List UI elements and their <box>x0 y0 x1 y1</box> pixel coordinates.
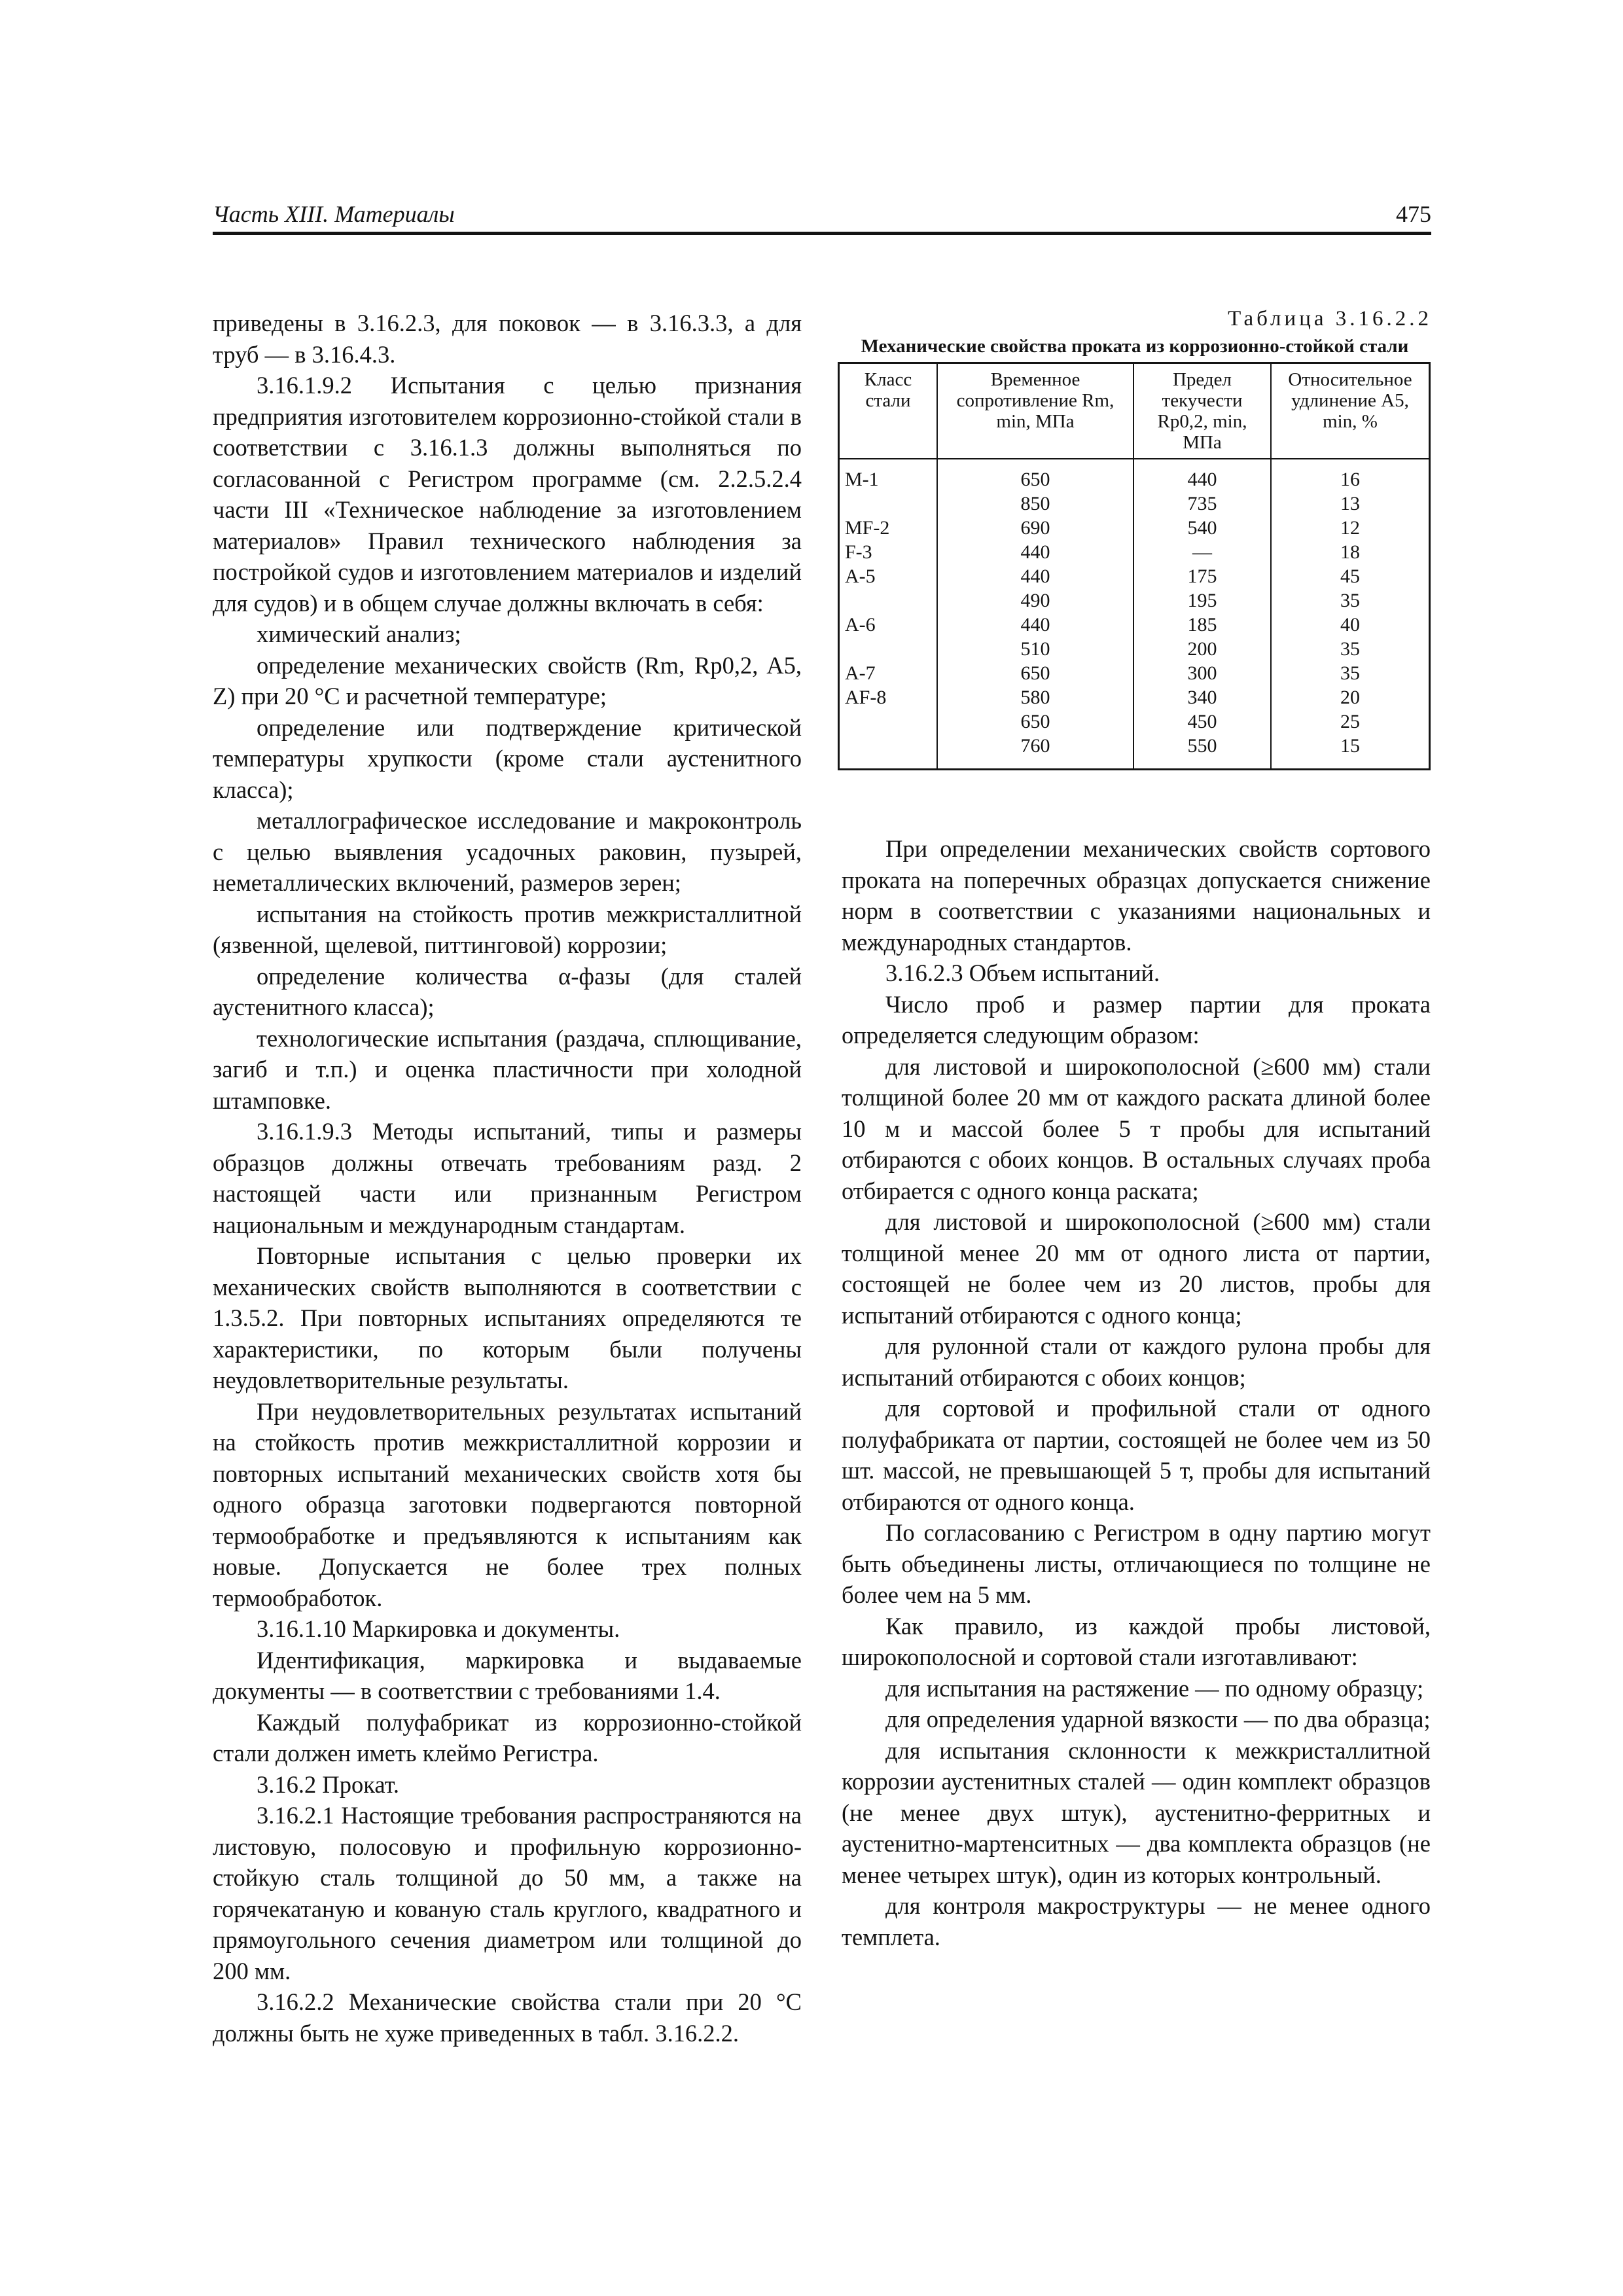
column-header: Предел текучести Rp0,2, min, МПа <box>1133 363 1271 459</box>
table-cell: 440 <box>1133 459 1271 492</box>
table-cell: A-7 <box>839 661 938 685</box>
table-cell: 185 <box>1133 613 1271 637</box>
list-item: для испытания на растяжение — по одному образцу; <box>885 1674 1424 1702</box>
table-cell: 340 <box>1133 685 1271 709</box>
table-cell: A-6 <box>839 613 938 637</box>
table-cell: 175 <box>1133 564 1271 588</box>
paragraph: Каждый полуфабрикат из коррозионно-стойкой стали должен иметь клеймо Регистра. <box>213 1708 802 1767</box>
table-cell: 20 <box>1271 685 1430 709</box>
paragraph: По согласованию с Регистром в одну партию могут быть объединены листы, отличающиеся по толщине не более чем на 5 мм. <box>842 1519 1431 1608</box>
table-cell: 690 <box>937 516 1133 540</box>
table-title: Механические свойства проката из коррозионно-стойкой стали <box>861 336 1409 357</box>
table-cell: 12 <box>1271 516 1430 540</box>
table-cell: 650 <box>937 661 1133 685</box>
table-cell <box>839 492 938 516</box>
paragraph: При неудовлетворительных результатах испытаний на стойкость против межкристаллитной коррозии и повторных испытаний механических свойств хотя бы одного образца заготовки подвергаются повторной термообработке и предъявляются к испытаниям как новые. Допускается не более трех полных термообработок. <box>213 1397 802 1611</box>
table-row <box>839 637 1430 661</box>
table-row <box>839 492 1430 516</box>
table-body <box>839 459 1430 770</box>
table-cell: 440 <box>937 564 1133 588</box>
table-cell: 35 <box>1271 637 1430 661</box>
paragraph: Число проб и размер партии для проката определяется следующим образом: <box>842 990 1431 1049</box>
table-cell: 650 <box>937 459 1133 492</box>
section-heading: 3.16.1.10 Маркировка и документы. <box>257 1615 620 1642</box>
left-column <box>213 308 802 2049</box>
table-cell: 540 <box>1133 516 1271 540</box>
table-cell: 16 <box>1271 459 1430 492</box>
section-title: Часть XIII. Материалы <box>213 201 455 227</box>
table-number: Таблица 3.16.2.2 <box>1228 307 1432 331</box>
table-cell <box>839 637 938 661</box>
table-row <box>839 709 1430 734</box>
list-item: металлографическое исследование и макроконтроль с целью выявления усадочных раковин, пузырей, неметаллических включений, размеров зерен; <box>213 807 802 896</box>
table-cell: 35 <box>1271 588 1430 613</box>
table-cell: — <box>1133 540 1271 564</box>
column-header: Временное сопротивление Rm, min, МПа <box>937 363 1133 459</box>
table-cell: 450 <box>1133 709 1271 734</box>
table-row <box>839 564 1430 588</box>
table-row <box>839 516 1430 540</box>
table-cell: 25 <box>1271 709 1430 734</box>
table-row <box>839 734 1430 770</box>
table-cell: F-3 <box>839 540 938 564</box>
table-cell: 490 <box>937 588 1133 613</box>
right-column <box>842 833 1431 1952</box>
list-item: определение количества α-фазы (для сталей аустенитного класса); <box>213 962 802 1020</box>
table-cell: 735 <box>1133 492 1271 516</box>
section-heading: 3.16.2.3 Объем испытаний. <box>885 960 1160 986</box>
table-block <box>838 304 1432 770</box>
table-cell: 440 <box>937 540 1133 564</box>
table-cell: 580 <box>937 685 1133 709</box>
table-cell: 650 <box>937 709 1133 734</box>
mechanical-properties-table <box>838 362 1431 770</box>
table-cell: 510 <box>937 637 1133 661</box>
table-cell: 300 <box>1133 661 1271 685</box>
table-cell: AF-8 <box>839 685 938 709</box>
paragraph: Повторные испытания с целью проверки их механических свойств выполняются в соответствии с 1.3.5.2. При повторных испытаниях определяются те характеристики, по которым были получены неудовлетворительные результаты. <box>213 1242 802 1393</box>
paragraph: 3.16.1.9.3 Методы испытаний, типы и размеры образцов должны отвечать требованиям разд. 2 настоящей части или признанным Регистром национальным и международным стандартам. <box>213 1118 802 1238</box>
list-item: для испытания склонности к межкристаллитной коррозии аустенитных сталей — один комплект образцов (не менее двух штук), аустенитно-ферритных и аустенитно-мартенситных — два комплекта образцов (не менее четырех штук), один из которых контрольный. <box>842 1736 1431 1888</box>
table-cell: A-5 <box>839 564 938 588</box>
list-item: для контроля макроструктуры — не менее одного темплета. <box>842 1892 1431 1950</box>
table-cell: 550 <box>1133 734 1271 770</box>
table-row <box>839 685 1430 709</box>
list-item: испытания на стойкость против межкристаллитной (язвенной, щелевой, питтинговой) коррозии; <box>213 900 802 958</box>
table-cell: 850 <box>937 492 1133 516</box>
table-row <box>839 540 1430 564</box>
table-cell: 440 <box>937 613 1133 637</box>
column-header: Относительное удлинение A5, min, % <box>1271 363 1430 459</box>
table-row <box>839 613 1430 637</box>
table-row <box>839 661 1430 685</box>
table-cell: 200 <box>1133 637 1271 661</box>
paragraph: Как правило, из каждой пробы листовой, широкополосной и сортовой стали изготавливают: <box>842 1612 1431 1670</box>
paragraph: При определении механических свойств сортового проката на поперечных образцах допускается снижение норм в соответствии с указаниями национальных и международных стандартов. <box>842 835 1431 956</box>
table-cell: 35 <box>1271 661 1430 685</box>
table-cell: M-1 <box>839 459 938 492</box>
paragraph: 3.16.1.9.2 Испытания с целью признания предприятия изготовителем коррозионно-стойкой стали в соответствии с 3.16.1.3 должны выполняться по согласованной с Регистром программе (см. 2.2.5.2.4 части III «Техническое наблюдение за изготовлением материалов» Правил технического наблюдения за постройкой судов и изготовлением материалов и изделий для судов) и в общем случае должны включать в себя: <box>213 372 802 617</box>
list-item: для определения ударной вязкости — по два образца; <box>885 1706 1431 1732</box>
table-cell <box>839 734 938 770</box>
table-cell: 45 <box>1271 564 1430 588</box>
table-row <box>839 459 1430 492</box>
table-cell: 13 <box>1271 492 1430 516</box>
paragraph: 3.16.2.1 Настоящие требования распространяются на листовую, полосовую и профильную коррозионно-стойкую сталь толщиной до 50 мм, а также на горячекатаную и кованую сталь круглого, квадратного и прямоугольного сечения диаметром или толщиной до 200 мм. <box>213 1802 802 1984</box>
table-cell: 15 <box>1271 734 1430 770</box>
list-item: химический анализ; <box>257 620 461 647</box>
list-item: для листовой и широкополосной (≥600 мм) стали толщиной менее 20 мм от одного листа от партии, состоящей не более чем из 20 листов, пробы для испытаний отбираются с одного конца; <box>842 1208 1431 1329</box>
list-item: определение или подтверждение критической температуры хрупкости (кроме стали аустенитного класса); <box>213 713 802 803</box>
column-header: Класс стали <box>839 363 938 459</box>
table-row <box>839 588 1430 613</box>
paragraph: приведены в 3.16.2.3, для поковок — в 3.16.3.3, а для труб — в 3.16.4.3. <box>213 310 802 368</box>
paragraph: Идентификация, маркировка и выдаваемые документы — в соответствии с требованиями 1.4. <box>213 1646 802 1704</box>
list-item: для листовой и широкополосной (≥600 мм) стали толщиной более 20 мм от каждого раската длиной более 10 м и массой более 5 т пробы для испытаний отбираются с обоих концов. В остальных случаях проба отбирается с одного конца раската; <box>842 1052 1431 1204</box>
table-cell: 760 <box>937 734 1133 770</box>
table-cell <box>839 709 938 734</box>
paragraph: 3.16.2.2 Механические свойства стали при 20 °C должны быть не хуже приведенных в табл. 3.16.2.2. <box>213 1988 802 2047</box>
list-item: для сортовой и профильной стали от одного полуфабриката от партии, состоящей не более чем из 50 шт. массой, не превышающей 5 т, пробы для испытаний отбираются от одного конца. <box>842 1395 1431 1515</box>
table-header-row <box>839 363 1430 459</box>
list-item: для рулонной стали от каждого рулона пробы для испытаний отбираются с обоих концов; <box>842 1333 1431 1391</box>
list-item: технологические испытания (раздача, сплющивание, загиб и т.п.) и оценка пластичности при холодной штамповке. <box>213 1024 802 1114</box>
table-cell <box>839 588 938 613</box>
list-item: определение механических свойств (Rm, Rp0,2, A5, Z) при 20 °C и расчетной температуре; <box>213 651 802 709</box>
page-number: 475 <box>1396 201 1431 227</box>
running-header <box>213 196 1431 236</box>
table-cell: 18 <box>1271 540 1430 564</box>
table-cell: MF-2 <box>839 516 938 540</box>
table-cell: 195 <box>1133 588 1271 613</box>
table-cell: 40 <box>1271 613 1430 637</box>
header-divider <box>213 232 1431 235</box>
section-heading: 3.16.2 Прокат. <box>257 1770 400 1798</box>
